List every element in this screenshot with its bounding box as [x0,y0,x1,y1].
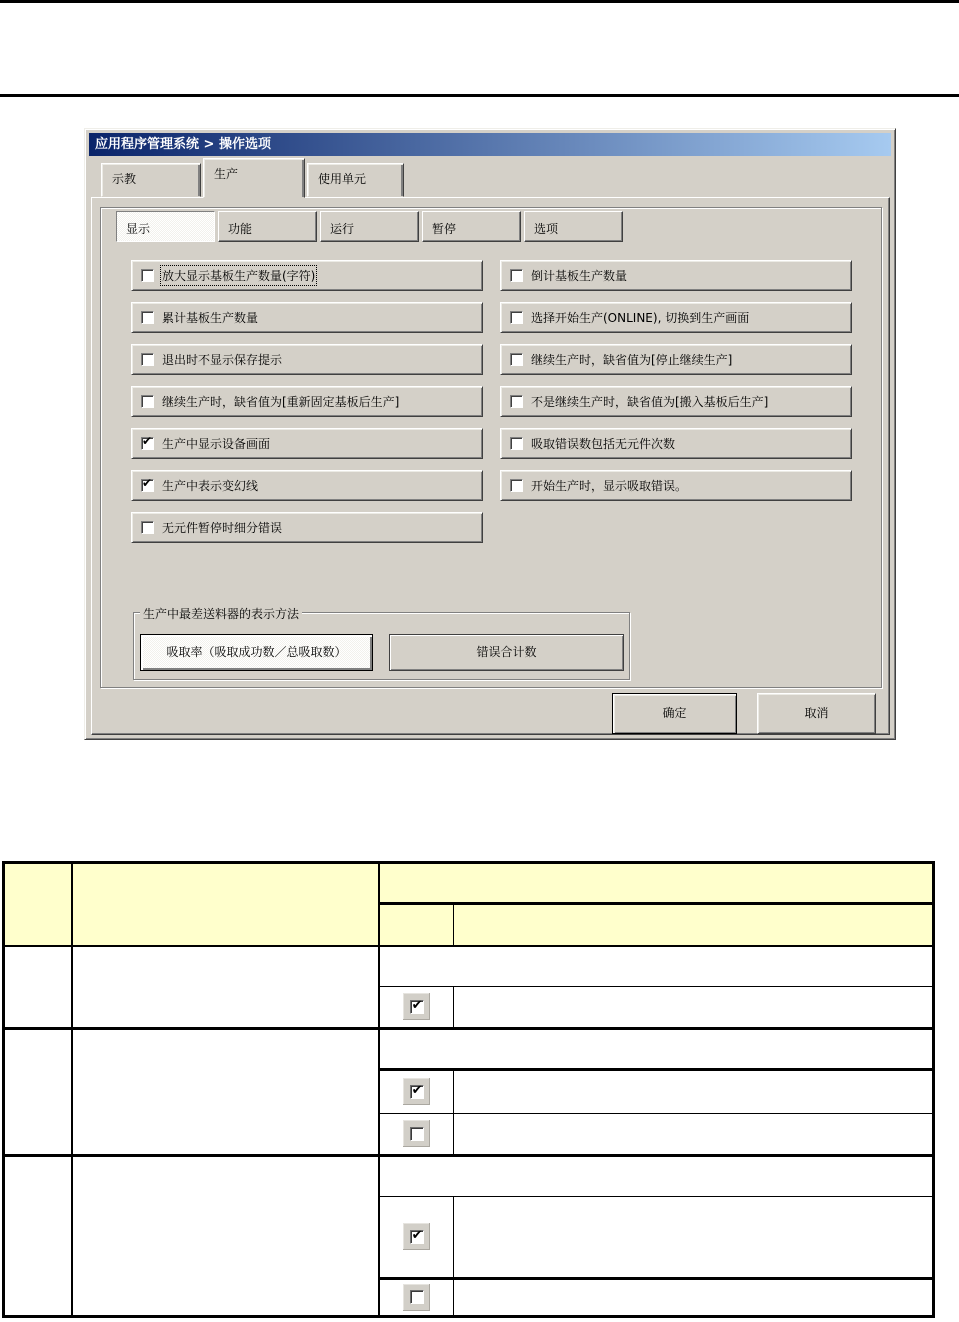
pickup-rate-button[interactable] [140,634,373,671]
checkbox-image [403,1078,430,1105]
table-checkbox-cell [379,1197,454,1279]
table-header-cell [72,863,379,947]
checkbox-image [403,993,430,1020]
check-icon: ✔ [411,1082,423,1098]
button-label: 错误合计数 [476,645,537,659]
table-checkbox-cell [379,1113,454,1155]
option-show-device-screen[interactable] [131,428,483,459]
subtab-option[interactable] [524,211,623,242]
table-header-cell [4,863,72,947]
option-online-switch-screen[interactable] [500,302,852,333]
subtab-label: 功能 [228,222,253,236]
checkbox [410,997,424,1014]
checkbox [410,1082,424,1099]
check-icon: ✔ [411,997,423,1013]
table-cell [454,1070,934,1113]
checkbox[interactable] [510,269,523,282]
tab-teach[interactable] [101,163,201,197]
ok-button[interactable] [612,693,737,734]
table-cell [454,1113,934,1155]
table-checkbox-cell [379,986,454,1028]
tab-label: 生产 [214,167,239,181]
table-header-cell [379,863,934,904]
check-icon: ✔ [142,434,153,448]
option-show-pickup-error-on-start[interactable] [500,470,852,501]
checkbox-label: 开始生产时，显示吸取错误。 [531,479,688,493]
header-rule-bottom [0,94,959,97]
option-countdown-board-count[interactable] [500,260,852,291]
subtab-label: 显示 [126,222,151,236]
checkbox[interactable] [141,311,154,324]
cancel-button[interactable] [757,693,876,734]
checkbox-image [403,1223,430,1250]
option-pickup-error-includes-nopart[interactable] [500,428,852,459]
groupbox-title: 生产中最差送料器的表示方法 [140,605,302,622]
checkbox-label: 继续生产时，缺省值为[停止继续生产] [531,353,733,367]
option-noncontinue-default-loadboard[interactable] [500,386,852,417]
table-cell [379,1155,934,1196]
button-label: 取消 [804,706,829,720]
option-continue-default-refix[interactable] [131,386,483,417]
subtab-label: 运行 [330,222,355,236]
option-no-save-prompt[interactable] [131,344,483,375]
button-label: 吸取率（吸取成功数／总吸取数） [166,645,347,659]
checkbox[interactable] [141,395,154,408]
table-cell [4,1029,72,1156]
button-label: 确定 [662,706,687,720]
checkbox-label: 放大显示基板生产数量(字符) [162,269,316,283]
checkbox-label: 继续生产时，缺省值为[重新固定基板后生产] [162,395,400,409]
checkbox[interactable] [141,353,154,366]
checkbox[interactable] [510,311,523,324]
checkbox[interactable] [510,353,523,366]
checkbox-image [403,1284,430,1311]
option-subdivide-error[interactable] [131,512,483,543]
checkbox [410,1227,424,1244]
table-cell [4,1155,72,1316]
checkbox-label: 选择开始生产(ONLINE), 切换到生产画面 [531,311,750,325]
checkbox-label: 无元件暂停时细分错误 [162,521,283,535]
checkbox [410,1127,424,1141]
tab-page [91,197,890,735]
table-cell [72,1029,379,1156]
subtab-label: 暂停 [432,222,457,236]
table-cell [454,1197,934,1279]
checkbox[interactable] [510,479,523,492]
table-cell [72,946,379,1029]
subtab-run[interactable] [320,211,419,242]
checkbox[interactable] [141,521,154,534]
subtab-display[interactable] [116,211,215,242]
dialog-titlebar [89,133,891,156]
table-cell [454,1278,934,1316]
checkbox-label: 退出时不显示保存提示 [162,353,283,367]
checkbox [410,1290,424,1304]
checkbox[interactable] [141,269,154,282]
checkbox-label: 倒计基板生产数量 [531,269,628,283]
checkbox[interactable] [510,395,523,408]
worst-feeder-display-groupbox [133,607,630,680]
error-total-button[interactable] [389,634,624,671]
checkbox[interactable] [141,434,154,450]
check-icon: ✔ [411,1227,423,1243]
tab-label: 使用单元 [318,172,367,186]
tab-production[interactable] [203,158,305,198]
checkbox-label: 累计基板生产数量 [162,311,259,325]
subtab-pause[interactable] [422,211,521,242]
option-continue-default-stop[interactable] [500,344,852,375]
table-cell [379,1029,934,1070]
table-cell [454,986,934,1028]
checkbox[interactable] [141,476,154,492]
table-cell [4,946,72,1029]
dialog-window [84,128,896,740]
description-table [2,861,935,1318]
checkbox-label: 吸取错误数包括无元件次数 [531,437,676,451]
checkbox[interactable] [510,437,523,450]
check-icon: ✔ [142,476,153,490]
table-cell [379,946,934,986]
table-cell [72,1155,379,1316]
table-checkbox-cell [379,1278,454,1316]
table-header-subcell [454,904,934,946]
checkbox-label: 生产中显示设备画面 [162,437,271,451]
option-show-phantom-line[interactable] [131,470,483,501]
checkbox-label: 生产中表示变幻线 [162,479,259,493]
dialog-title: 应用程序管理系统 > 操作选项 [95,137,271,152]
tab-use-unit[interactable] [307,163,404,197]
option-enlarge-board-count[interactable] [131,260,483,291]
subtab-function[interactable] [218,211,317,242]
subtab-label: 选项 [534,222,559,236]
options-panel [100,207,882,688]
checkbox-label: 不是继续生产时，缺省值为[搬入基板后生产] [531,395,769,409]
tab-label: 示教 [112,172,137,186]
header-rule-top [0,0,959,3]
table-header-subcell [379,904,454,946]
table-checkbox-cell [379,1070,454,1113]
checkbox-image [403,1120,430,1147]
option-accumulate-board-count[interactable] [131,302,483,333]
